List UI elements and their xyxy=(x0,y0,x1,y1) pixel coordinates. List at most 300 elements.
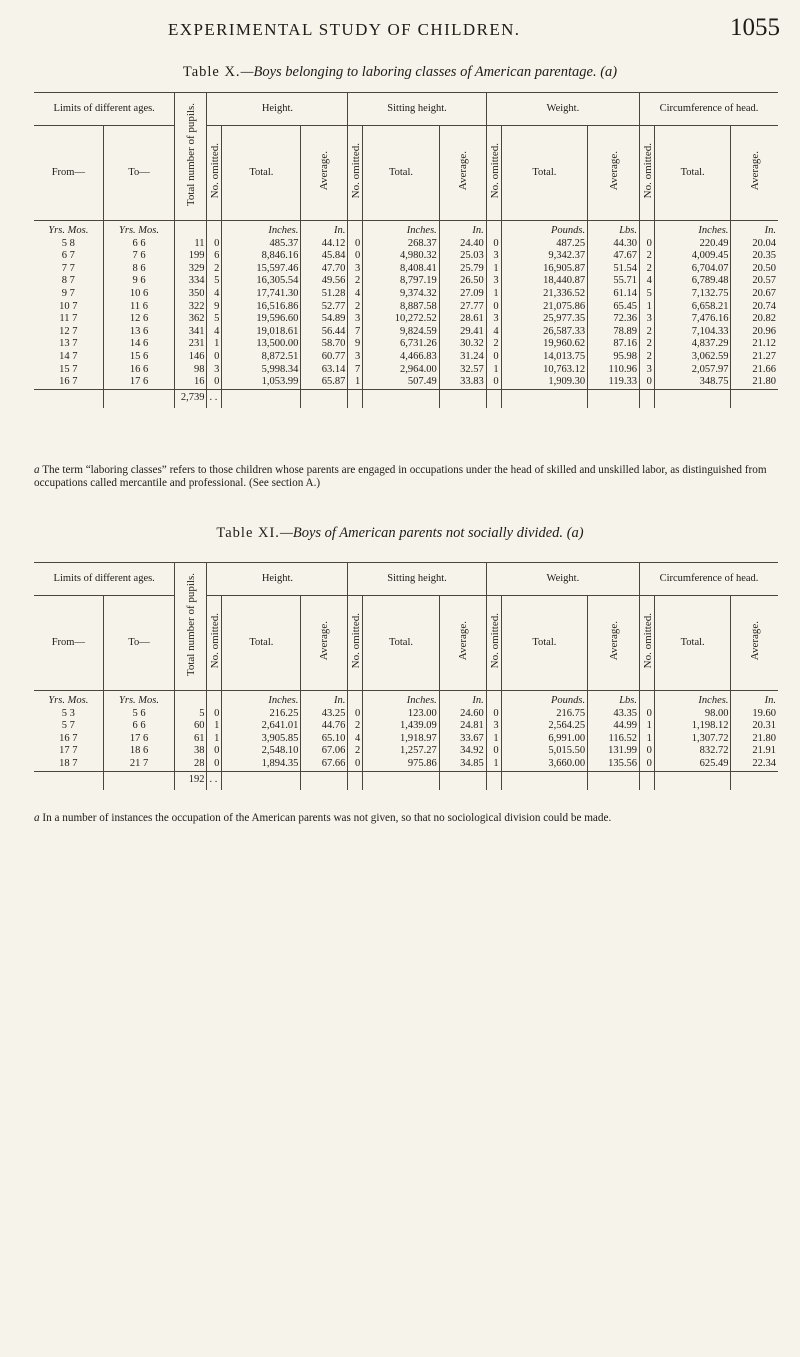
average-header-text: Average. xyxy=(456,621,469,661)
cell-co: 2 xyxy=(640,338,655,351)
cell-so: 2 xyxy=(348,720,363,733)
total-blank xyxy=(222,771,301,790)
cell-wo: 3 xyxy=(486,313,501,326)
omitted-header xyxy=(640,126,655,221)
cell-n: 231 xyxy=(175,338,207,351)
average-header xyxy=(301,126,348,221)
omitted-header-text: No. omitted. xyxy=(488,613,501,669)
cell-co: 0 xyxy=(640,708,655,721)
cell-wo: 0 xyxy=(486,745,501,758)
cell-so: 7 xyxy=(348,364,363,377)
total-header: Total. xyxy=(501,126,588,221)
cell-wa: 61.14 xyxy=(588,288,640,301)
cell-n: 334 xyxy=(175,275,207,288)
table-10 xyxy=(34,92,778,408)
circumference-header: Circumference of head. xyxy=(640,563,779,596)
cell-sa: 34.92 xyxy=(439,745,486,758)
limits-header: Limits of different ages. xyxy=(34,93,175,126)
page-number: 1055 xyxy=(730,14,780,41)
table-row xyxy=(34,733,778,746)
omitted-header-text: No. omitted. xyxy=(488,143,501,199)
cell-wt: 1,909.30 xyxy=(501,376,588,389)
total-header: Total. xyxy=(654,596,731,691)
unit-cell: Inches. xyxy=(363,691,440,708)
cell-co: 1 xyxy=(640,720,655,733)
unit-cell: Yrs. Mos. xyxy=(103,221,175,238)
cell-ha: 63.14 xyxy=(301,364,348,377)
cell-wa: 43.35 xyxy=(588,708,640,721)
cell-wt: 487.25 xyxy=(501,238,588,251)
cell-ht: 2,548.10 xyxy=(222,745,301,758)
cell-co: 2 xyxy=(640,263,655,276)
cell-from: 12 7 xyxy=(59,325,78,337)
cell-wa: 44.30 xyxy=(588,238,640,251)
total-blank xyxy=(486,771,501,790)
unit-cell: In. xyxy=(301,691,348,708)
total-blank xyxy=(301,771,348,790)
cell-co: 3 xyxy=(640,364,655,377)
cell-sa: 28.61 xyxy=(439,313,486,326)
table-row xyxy=(34,301,778,314)
unit-cell: In. xyxy=(301,221,348,238)
cell-st: 8,797.19 xyxy=(363,275,440,288)
cell-so: 4 xyxy=(348,733,363,746)
omitted-header xyxy=(486,596,501,691)
cell-ca: 21.12 xyxy=(731,338,778,351)
cell-ht: 13,500.00 xyxy=(222,338,301,351)
cell-co: 3 xyxy=(640,313,655,326)
cell-wt: 26,587.33 xyxy=(501,326,588,339)
cell-ct: 832.72 xyxy=(654,745,731,758)
cell-so: 2 xyxy=(348,301,363,314)
unit-cell xyxy=(175,221,207,238)
cell-from: 11 7 xyxy=(59,313,78,325)
cell-ca: 20.31 xyxy=(731,720,778,733)
table-row xyxy=(34,708,778,721)
total-pupils-header xyxy=(175,563,207,691)
cell-ht: 2,641.01 xyxy=(222,720,301,733)
cell-from: 5 8 xyxy=(61,237,75,249)
unit-cell xyxy=(486,691,501,708)
cell-ca: 21.80 xyxy=(731,733,778,746)
cell-wo: 0 xyxy=(486,376,501,389)
unit-cell xyxy=(640,691,655,708)
running-head-title: EXPERIMENTAL STUDY OF CHILDREN. xyxy=(168,20,521,39)
omitted-header-text: No. omitted. xyxy=(209,613,222,669)
total-blank xyxy=(34,389,103,408)
cell-ht: 17,741.30 xyxy=(222,288,301,301)
limits-header: Limits of different ages. xyxy=(34,563,175,596)
cell-ha: 47.70 xyxy=(301,263,348,276)
cell-ho: 5 xyxy=(207,313,222,326)
cell-wo: 1 xyxy=(486,364,501,377)
height-header: Height. xyxy=(207,93,348,126)
cell-from: 13 7 xyxy=(59,338,78,350)
cell-sa: 29.41 xyxy=(439,326,486,339)
total-pupils-header-text: Total number of pupils. xyxy=(184,572,197,677)
cell-co: 1 xyxy=(640,733,655,746)
cell-to: 17 6 xyxy=(103,733,175,746)
omitted-header xyxy=(348,126,363,221)
cell-wa: 116.52 xyxy=(588,733,640,746)
cell-st: 975.86 xyxy=(363,758,440,771)
cell-ha: 45.84 xyxy=(301,250,348,263)
omitted-header xyxy=(640,596,655,691)
total-pupils-value: 192 xyxy=(175,771,207,790)
units-row xyxy=(34,691,778,708)
cell-so: 3 xyxy=(348,263,363,276)
cell-st: 4,980.32 xyxy=(363,250,440,263)
cell-co: 0 xyxy=(640,745,655,758)
cell-ca: 21.91 xyxy=(731,745,778,758)
cell-n: 341 xyxy=(175,326,207,339)
cell-wt: 18,440.87 xyxy=(501,275,588,288)
table-row xyxy=(34,364,778,377)
cell-ht: 15,597.46 xyxy=(222,263,301,276)
table-row xyxy=(34,263,778,276)
cell-st: 1,257.27 xyxy=(363,745,440,758)
cell-wt: 216.75 xyxy=(501,708,588,721)
unit-cell: In. xyxy=(439,691,486,708)
cell-ho: 0 xyxy=(207,745,222,758)
cell-ct: 220.49 xyxy=(654,238,731,251)
units-row xyxy=(34,221,778,238)
cell-ca: 22.34 xyxy=(731,758,778,771)
cell-sa: 33.67 xyxy=(439,733,486,746)
cell-co: 2 xyxy=(640,250,655,263)
average-header-text: Average. xyxy=(607,151,620,191)
cell-from: 14 7 xyxy=(59,350,78,362)
average-header-text: Average. xyxy=(456,151,469,191)
cell-ca: 20.74 xyxy=(731,301,778,314)
cell-wo: 1 xyxy=(486,263,501,276)
cell-ct: 2,057.97 xyxy=(654,364,731,377)
cell-sa: 24.60 xyxy=(439,708,486,721)
total-header: Total. xyxy=(363,126,440,221)
total-blank xyxy=(654,389,731,408)
total-header: Total. xyxy=(222,126,301,221)
total-blank xyxy=(588,771,640,790)
total-blank xyxy=(501,389,588,408)
cell-to: 16 6 xyxy=(103,364,175,377)
average-header xyxy=(439,126,486,221)
cell-so: 0 xyxy=(348,238,363,251)
total-header: Total. xyxy=(222,596,301,691)
average-header xyxy=(588,126,640,221)
sitting-height-header: Sitting height. xyxy=(348,563,486,596)
total-blank xyxy=(348,771,363,790)
average-header xyxy=(731,596,778,691)
cell-ct: 348.75 xyxy=(654,376,731,389)
cell-so: 1 xyxy=(348,376,363,389)
table-10-title: —Boys belonging to laboring classes of American parentage. xyxy=(240,64,597,80)
unit-cell xyxy=(640,221,655,238)
cell-to: 21 7 xyxy=(103,758,175,771)
average-header-text: Average. xyxy=(748,621,761,661)
table-row xyxy=(34,338,778,351)
cell-wt: 3,660.00 xyxy=(501,758,588,771)
cell-n: 350 xyxy=(175,288,207,301)
cell-wa: 131.99 xyxy=(588,745,640,758)
table-11-label: Table XI. xyxy=(216,525,280,541)
omitted-header xyxy=(207,126,222,221)
cell-wo: 3 xyxy=(486,250,501,263)
cell-co: 5 xyxy=(640,288,655,301)
total-blank xyxy=(640,771,655,790)
cell-to: 18 6 xyxy=(103,745,175,758)
unit-cell: Yrs. Mos. xyxy=(103,691,175,708)
omitted-header-text: No. omitted. xyxy=(209,143,222,199)
unit-cell: Inches. xyxy=(654,221,731,238)
cell-wa: 44.99 xyxy=(588,720,640,733)
total-header: Total. xyxy=(501,596,588,691)
unit-cell: Inches. xyxy=(363,221,440,238)
cell-wa: 72.36 xyxy=(588,313,640,326)
cell-st: 1,918.97 xyxy=(363,733,440,746)
cell-ct: 7,476.16 xyxy=(654,313,731,326)
unit-cell: Inches. xyxy=(654,691,731,708)
cell-wt: 19,960.62 xyxy=(501,338,588,351)
cell-ho: 5 xyxy=(207,275,222,288)
average-header-text: Average. xyxy=(318,151,331,191)
unit-cell: In. xyxy=(439,221,486,238)
cell-st: 9,374.32 xyxy=(363,288,440,301)
total-blank xyxy=(588,389,640,408)
cell-to: 9 6 xyxy=(103,275,175,288)
table-11-title: —Boys of American parents not socially divided. xyxy=(279,525,564,541)
average-header-text: Average. xyxy=(748,151,761,191)
total-pupils-header-text: Total number of pupils. xyxy=(184,102,197,207)
average-header-text: Average. xyxy=(607,621,620,661)
cell-ht: 216.25 xyxy=(222,708,301,721)
cell-ho: 4 xyxy=(207,288,222,301)
cell-wo: 0 xyxy=(486,708,501,721)
cell-ha: 60.77 xyxy=(301,351,348,364)
unit-cell: Yrs. Mos. xyxy=(48,695,89,706)
cell-from: 16 7 xyxy=(59,376,78,388)
cell-ha: 54.89 xyxy=(301,313,348,326)
cell-ho: 0 xyxy=(207,351,222,364)
cell-to: 11 6 xyxy=(103,301,175,314)
cell-ca: 21.66 xyxy=(731,364,778,377)
table-row xyxy=(34,745,778,758)
cell-wo: 0 xyxy=(486,238,501,251)
cell-ho: 0 xyxy=(207,376,222,389)
unit-cell xyxy=(175,691,207,708)
total-blank xyxy=(439,389,486,408)
cell-ct: 6,658.21 xyxy=(654,301,731,314)
cell-wt: 21,075.86 xyxy=(501,301,588,314)
cell-ho: 2 xyxy=(207,263,222,276)
cell-wo: 2 xyxy=(486,338,501,351)
cell-co: 4 xyxy=(640,275,655,288)
cell-n: 362 xyxy=(175,313,207,326)
cell-ht: 16,305.54 xyxy=(222,275,301,288)
cell-wa: 51.54 xyxy=(588,263,640,276)
cell-ht: 8,846.16 xyxy=(222,250,301,263)
to-header: To— xyxy=(103,126,175,221)
cell-st: 8,887.58 xyxy=(363,301,440,314)
cell-ho: 0 xyxy=(207,708,222,721)
cell-wo: 1 xyxy=(486,288,501,301)
cell-sa: 25.03 xyxy=(439,250,486,263)
cell-ca: 20.96 xyxy=(731,326,778,339)
total-row xyxy=(34,771,778,790)
cell-ht: 485.37 xyxy=(222,238,301,251)
cell-from: 9 7 xyxy=(61,287,75,299)
total-blank xyxy=(363,389,440,408)
cell-ho: 3 xyxy=(207,364,222,377)
cell-sa: 30.32 xyxy=(439,338,486,351)
cell-to: 6 6 xyxy=(103,720,175,733)
table-10-footnote-text: The term “laboring classes” refers to those children whose parents are engaged in occupations under the head of skilled and unskilled labor, as distinguished from occupations called mercantile and professional. (See section A.) xyxy=(34,464,767,489)
cell-so: 0 xyxy=(348,758,363,771)
cell-co: 1 xyxy=(640,301,655,314)
table-row xyxy=(34,238,778,251)
cell-ho: 0 xyxy=(207,758,222,771)
cell-so: 3 xyxy=(348,313,363,326)
cell-wt: 16,905.87 xyxy=(501,263,588,276)
cell-st: 123.00 xyxy=(363,708,440,721)
cell-so: 9 xyxy=(348,338,363,351)
cell-ca: 20.67 xyxy=(731,288,778,301)
cell-n: 329 xyxy=(175,263,207,276)
cell-ho: 4 xyxy=(207,326,222,339)
cell-so: 7 xyxy=(348,326,363,339)
cell-ca: 20.35 xyxy=(731,250,778,263)
cell-ha: 65.87 xyxy=(301,376,348,389)
cell-wt: 21,336.52 xyxy=(501,288,588,301)
cell-ht: 19,596.60 xyxy=(222,313,301,326)
cell-ct: 1,307.72 xyxy=(654,733,731,746)
cell-st: 268.37 xyxy=(363,238,440,251)
cell-wt: 10,763.12 xyxy=(501,364,588,377)
table-10-label: Table X. xyxy=(182,64,241,80)
table-10-caption xyxy=(0,64,800,81)
cell-st: 2,964.00 xyxy=(363,364,440,377)
cell-wa: 65.45 xyxy=(588,301,640,314)
total-blank xyxy=(501,771,588,790)
average-header xyxy=(301,596,348,691)
unit-cell xyxy=(348,221,363,238)
cell-so: 0 xyxy=(348,708,363,721)
cell-wa: 119.33 xyxy=(588,376,640,389)
total-blank xyxy=(731,771,778,790)
total-blank xyxy=(640,389,655,408)
cell-sa: 27.09 xyxy=(439,288,486,301)
cell-sa: 25.79 xyxy=(439,263,486,276)
cell-sa: 24.81 xyxy=(439,720,486,733)
cell-sa: 34.85 xyxy=(439,758,486,771)
cell-ct: 4,009.45 xyxy=(654,250,731,263)
total-row xyxy=(34,389,778,408)
omitted-header-text: No. omitted. xyxy=(350,613,363,669)
total-blank xyxy=(348,389,363,408)
average-header xyxy=(588,596,640,691)
cell-st: 10,272.52 xyxy=(363,313,440,326)
unit-cell xyxy=(348,691,363,708)
from-header: From— xyxy=(51,637,85,648)
cell-ct: 98.00 xyxy=(654,708,731,721)
cell-st: 4,466.83 xyxy=(363,351,440,364)
cell-co: 2 xyxy=(640,326,655,339)
table-11-caption xyxy=(0,525,800,542)
cell-ct: 625.49 xyxy=(654,758,731,771)
table-row xyxy=(34,326,778,339)
cell-ho: 1 xyxy=(207,733,222,746)
cell-st: 8,408.41 xyxy=(363,263,440,276)
cell-ct: 6,704.07 xyxy=(654,263,731,276)
cell-ha: 51.28 xyxy=(301,288,348,301)
average-header xyxy=(731,126,778,221)
cell-n: 98 xyxy=(175,364,207,377)
cell-n: 16 xyxy=(175,376,207,389)
cell-wo: 0 xyxy=(486,351,501,364)
table-10-footnote xyxy=(34,464,778,490)
table-row xyxy=(34,376,778,389)
cell-wo: 0 xyxy=(486,301,501,314)
to-header: To— xyxy=(103,596,175,691)
cell-ht: 1,894.35 xyxy=(222,758,301,771)
cell-n: 61 xyxy=(175,733,207,746)
cell-to: 7 6 xyxy=(103,250,175,263)
cell-so: 3 xyxy=(348,351,363,364)
cell-sa: 32.57 xyxy=(439,364,486,377)
cell-ho: 0 xyxy=(207,238,222,251)
cell-co: 0 xyxy=(640,758,655,771)
cell-ct: 1,198.12 xyxy=(654,720,731,733)
unit-cell: Lbs. xyxy=(588,691,640,708)
cell-sa: 27.77 xyxy=(439,301,486,314)
total-marker: . . xyxy=(207,771,222,790)
cell-n: 146 xyxy=(175,351,207,364)
cell-n: 11 xyxy=(175,238,207,251)
cell-to: 8 6 xyxy=(103,263,175,276)
cell-sa: 26.50 xyxy=(439,275,486,288)
total-blank xyxy=(731,389,778,408)
cell-wa: 87.16 xyxy=(588,338,640,351)
cell-ha: 52.77 xyxy=(301,301,348,314)
unit-cell: Yrs. Mos. xyxy=(48,225,89,236)
cell-sa: 33.83 xyxy=(439,376,486,389)
unit-cell xyxy=(207,691,222,708)
cell-to: 12 6 xyxy=(103,313,175,326)
table-row xyxy=(34,351,778,364)
circumference-header: Circumference of head. xyxy=(640,93,779,126)
cell-ct: 7,132.75 xyxy=(654,288,731,301)
cell-ha: 65.10 xyxy=(301,733,348,746)
cell-from: 16 7 xyxy=(59,732,78,744)
cell-wa: 135.56 xyxy=(588,758,640,771)
cell-ca: 20.04 xyxy=(731,238,778,251)
total-blank xyxy=(34,771,103,790)
table-row xyxy=(34,758,778,771)
total-pupils-header xyxy=(175,93,207,221)
cell-wo: 1 xyxy=(486,758,501,771)
cell-st: 507.49 xyxy=(363,376,440,389)
cell-ht: 3,905.85 xyxy=(222,733,301,746)
cell-wt: 5,015.50 xyxy=(501,745,588,758)
cell-wa: 55.71 xyxy=(588,275,640,288)
cell-wt: 25,977.35 xyxy=(501,313,588,326)
cell-wo: 3 xyxy=(486,275,501,288)
total-blank xyxy=(301,389,348,408)
cell-wa: 95.98 xyxy=(588,351,640,364)
cell-ho: 9 xyxy=(207,301,222,314)
cell-from: 7 7 xyxy=(61,262,75,274)
cell-ct: 3,062.59 xyxy=(654,351,731,364)
cell-to: 10 6 xyxy=(103,288,175,301)
